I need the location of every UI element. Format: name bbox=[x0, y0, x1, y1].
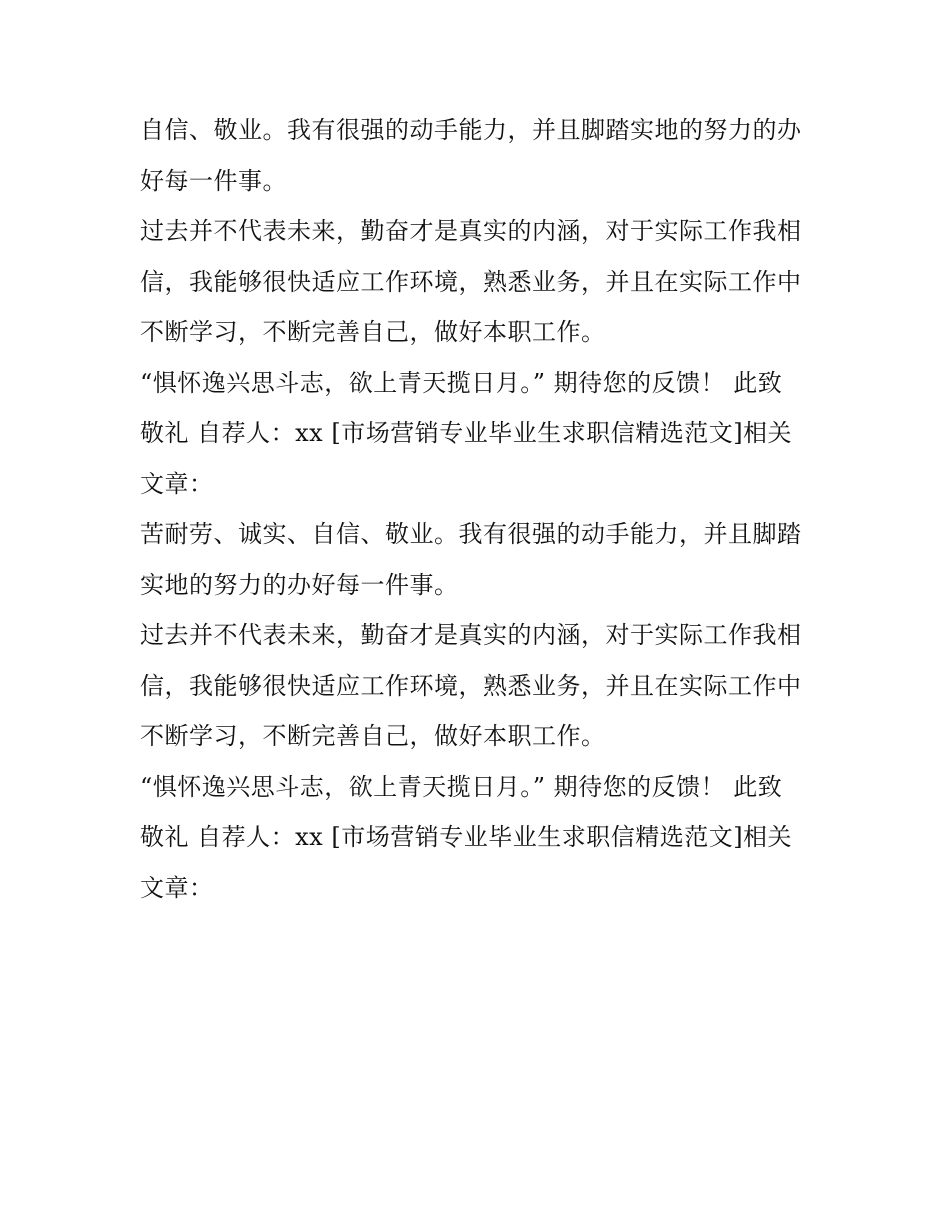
text-line: 苦耐劳、诚实、自信、敬业。我有很强的动手能力，并且脚踏 bbox=[140, 520, 802, 548]
text-line: 自信、敬业。我有很强的动手能力，并且脚踏实地的努力的办 bbox=[140, 116, 802, 144]
text-line: 过去并不代表未来，勤奋才是真实的内涵，对于实际工作我相 bbox=[140, 217, 802, 245]
text-line: “惧怀逸兴思斗志，欲上青天揽日月。” 期待您的反馈！ 此致 bbox=[140, 772, 783, 801]
text-line: 文章： bbox=[140, 469, 214, 498]
text-line: 实地的努力的办好每一件事。 bbox=[140, 570, 459, 599]
text-line: 不断学习，不断完善自己，做好本职工作。 bbox=[140, 318, 606, 346]
text-line: 信，我能够很快适应工作环境，熟悉业务，并且在实际工作中 bbox=[140, 671, 802, 700]
text-line: 好每一件事。 bbox=[140, 166, 287, 195]
text-line: 文章： bbox=[140, 873, 214, 902]
document-body bbox=[140, 105, 820, 913]
text-line: 信，我能够很快适应工作环境，熟悉业务，并且在实际工作中 bbox=[140, 267, 802, 296]
text-line: 不断学习，不断完善自己，做好本职工作。 bbox=[140, 722, 606, 750]
text-line: 敬礼 自荐人：xx [市场营销专业毕业生求职信精选范文]相关 bbox=[140, 823, 793, 851]
text-line: “惧怀逸兴思斗志，欲上青天揽日月。” 期待您的反馈！ 此致 bbox=[140, 368, 783, 397]
text-line: 过去并不代表未来，勤奋才是真实的内涵，对于实际工作我相 bbox=[140, 621, 802, 649]
text-line: 敬礼 自荐人：xx [市场营销专业毕业生求职信精选范文]相关 bbox=[140, 419, 793, 447]
